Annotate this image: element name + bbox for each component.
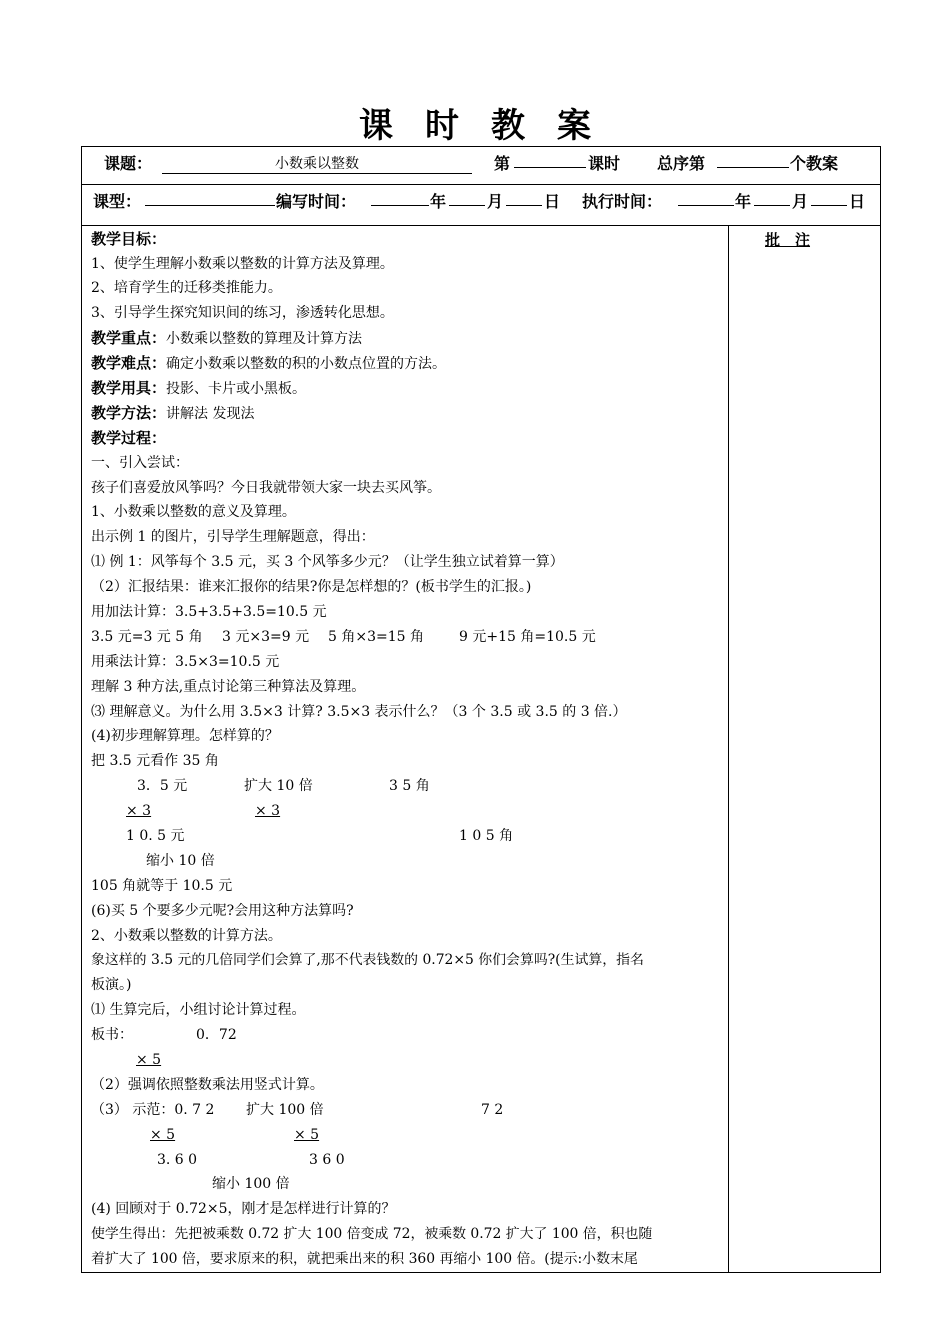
month-label: 月 — [792, 192, 809, 211]
diff-text: 确定小数乘以整数的积的小数点位置的方法。 — [166, 356, 447, 372]
process-line: ⑴ 例 1：风筝每个 3.5 元，买 3 个风筝多少元？（让学生独立试着算一算） — [91, 554, 564, 570]
calc-line: 3. 6 0 — [157, 1152, 198, 1168]
calc-line: × 5 — [150, 1127, 176, 1143]
process-line: 2、小数乘以整数的计算方法。 — [91, 928, 282, 944]
calc-line: 缩小 10 倍 — [146, 853, 215, 869]
process-line: 出示例 1 的图片，引导学生理解题意，得出： — [91, 529, 375, 545]
process-line: 把 3.5 元看作 35 角 — [91, 753, 219, 769]
month-label: 月 — [487, 192, 504, 211]
process-line: （2）汇报结果：谁来汇报你的结果?你是怎样想的？(板书学生的汇报。) — [91, 579, 532, 595]
teaching-method — [91, 404, 254, 423]
process-line: 5 角×3=15 角 — [328, 629, 424, 645]
key-text: 小数乘以整数的算理及计算方法 — [166, 331, 363, 347]
title-char: 教 — [491, 106, 525, 146]
calc-line: 扩大 100 倍 — [246, 1102, 324, 1118]
year-label: 年 — [430, 192, 447, 211]
calc-line: 扩大 10 倍 — [244, 778, 313, 794]
goal-title: 教学目标： — [91, 230, 167, 248]
process-line: 105 角就等于 10.5 元 — [91, 878, 233, 894]
exec-year-field[interactable] — [678, 189, 734, 208]
calc-line: 1 0 5 角 — [459, 828, 514, 844]
process-line: 使学生得出：先把被乘数 0.72 扩大 100 倍变成 72，被乘数 0.72 扩大了 100 倍，积也随 — [91, 1226, 653, 1242]
process-line: 1、小数乘以整数的意义及算理。 — [91, 504, 296, 520]
write-year-field[interactable] — [371, 189, 429, 208]
process-line: 3.5 元=3 元 5 角 — [91, 629, 203, 645]
process-line: 一、引入尝试： — [91, 455, 189, 471]
process-line: 板演。) — [91, 977, 132, 993]
process-line: (4)初步理解算理。怎样算的？ — [91, 728, 279, 744]
method-text: 讲解法 发现法 — [166, 406, 255, 422]
calc-line: 3．5 元 — [137, 778, 188, 794]
calc-line: 7 2 — [481, 1102, 504, 1118]
process-line: （3） 示范：0. 7 2 — [91, 1102, 215, 1118]
goal-item: 2、培育学生的迁移类推能力。 — [91, 280, 282, 296]
type-label: 课型： — [93, 192, 142, 211]
goal-item: 3、引导学生探究知识间的练习，渗透转化思想。 — [91, 305, 394, 321]
process-line: 板书： — [91, 1027, 133, 1043]
calc-line: 3 5 角 — [389, 778, 430, 794]
process-line: 着扩大了 100 倍，要求原来的积，就把乘出来的积 360 再缩小 100 倍。(提示:小数末尾 — [91, 1251, 638, 1267]
exec-month-field[interactable] — [754, 189, 790, 208]
calc-line: × 3 — [126, 803, 152, 819]
topic-field[interactable] — [162, 151, 472, 174]
year-label: 年 — [735, 192, 752, 211]
process-line: 9 元+15 角=10.5 元 — [459, 629, 596, 645]
tools-label: 教学用具： — [91, 379, 167, 397]
calc-line: 缩小 100 倍 — [212, 1176, 290, 1192]
process-line: （2）强调依照整数乘法用竖式计算。 — [91, 1077, 324, 1093]
tools-text: 投影、卡片或小黑板。 — [166, 381, 307, 397]
title-char: 课 — [359, 106, 393, 146]
calc-line: 1 0. 5 元 — [126, 828, 185, 844]
keshi-label: 课时 — [588, 154, 621, 173]
teaching-tools — [91, 379, 306, 398]
calc-line: × 3 — [255, 803, 281, 819]
key-point — [91, 329, 362, 348]
process-line: 象这样的 3.5 元的几倍同学们会算了,那不代表钱数的 0.72×5 你们会算吗?(生试算，指名 — [91, 952, 644, 968]
total-seq-label: 总序第 — [657, 154, 706, 173]
remark-column-divider — [728, 226, 729, 1272]
plan-count-label: 个教案 — [790, 154, 839, 173]
calc-line: 3 6 0 — [309, 1152, 345, 1168]
exec-time-label: 执行时间： — [582, 192, 663, 211]
write-month-field[interactable] — [449, 189, 485, 208]
write-day-field[interactable] — [506, 189, 542, 208]
exec-day-field[interactable] — [811, 189, 847, 208]
process-line: 用乘法计算：3.5×3=10.5 元 — [91, 654, 280, 670]
difficult-point — [91, 354, 446, 373]
process-line: 理解 3 种方法,重点讨论第三种算法及算理。 — [91, 679, 366, 695]
calc-line: × 5 — [136, 1052, 162, 1068]
lesson-number-label: 第 — [494, 154, 511, 173]
day-label: 日 — [544, 192, 561, 211]
goal-item: 1、使学生理解小数乘以整数的计算方法及算理。 — [91, 256, 394, 272]
row-divider — [82, 184, 880, 185]
remark-header: 批 注 — [765, 231, 811, 249]
process-line: 孩子们喜爱放风筝吗？今日我就带领大家一块去买风筝。 — [91, 480, 441, 496]
process-line: (6)买 5 个要多少元呢?会用这种方法算吗? — [91, 903, 354, 919]
process-line: ⑴ 生算完后，小组讨论计算过程。 — [91, 1002, 306, 1018]
page-title — [0, 98, 950, 147]
key-label: 教学重点： — [91, 329, 167, 347]
day-label: 日 — [849, 192, 866, 211]
calc-line: × 5 — [294, 1127, 320, 1143]
process-line: 3 元×3=9 元 — [222, 629, 310, 645]
process-line: (4) 回顾对于 0.72×5，刚才是怎样进行计算的？ — [91, 1201, 396, 1217]
title-char: 案 — [557, 106, 591, 146]
method-label: 教学方法： — [91, 404, 167, 422]
process-line: 用加法计算：3.5+3.5+3.5=10.5 元 — [91, 604, 327, 620]
process-line: ⑶ 理解意义。为什么用 3.5×3 计算? 3.5×3 表示什么？（3 个 3.5 或 3.5 的 3 倍.） — [91, 704, 627, 720]
total-seq-field[interactable] — [717, 151, 789, 170]
topic-label: 课题： — [104, 154, 153, 173]
topic-value: 小数乘以整数 — [162, 157, 472, 174]
title-char: 时 — [425, 106, 459, 146]
diff-label: 教学难点： — [91, 354, 167, 372]
calc-line: 0．72 — [196, 1027, 237, 1043]
row-divider — [82, 225, 880, 226]
process-title: 教学过程： — [91, 429, 167, 447]
write-time-label: 编写时间： — [276, 192, 357, 211]
lesson-number-field[interactable] — [514, 151, 586, 170]
type-field[interactable] — [145, 189, 275, 208]
